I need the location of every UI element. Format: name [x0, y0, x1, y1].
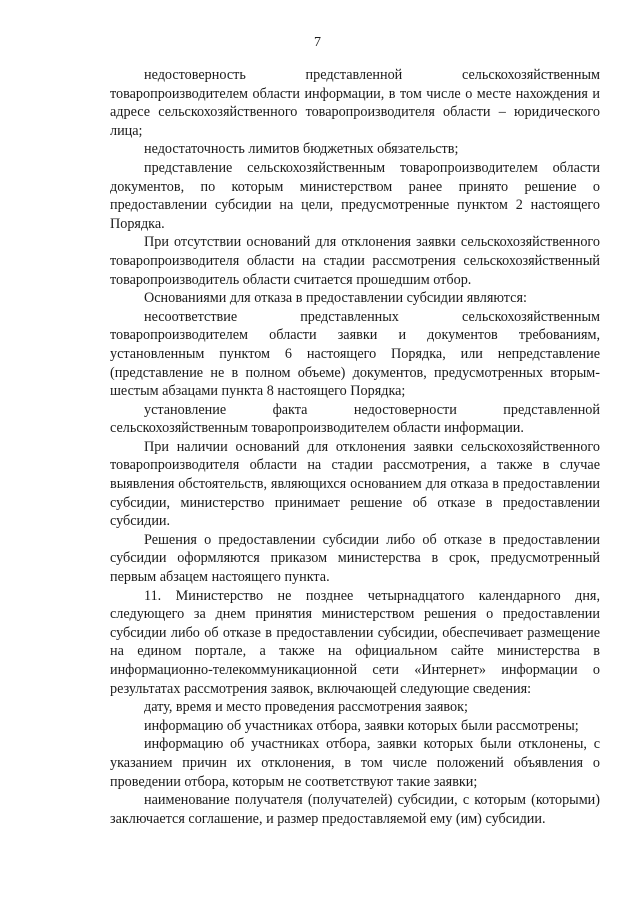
- paragraph: недостоверность представленной сельскохозяйственным товаропроизводителем области информации, в том числе о месте нахождения и адресе сельскохозяйственного товаропроизводителя области – юридического лица;: [110, 67, 600, 139]
- paragraph: Основаниями для отказа в предоставлении субсидии являются:: [144, 290, 527, 307]
- paragraph: Решения о предоставлении субсидии либо об отказе в предоставлении субсидии оформляются приказом министерства в срок, предусмотренный первым абзацем настоящего пункта.: [110, 531, 600, 586]
- paragraph: недостаточность лимитов бюджетных обязательств;: [144, 141, 459, 158]
- paragraph: наименование получателя (получателей) субсидии, с которым (которыми) заключается соглашение, и размер предоставляемой ему (им) субсидии.: [110, 792, 600, 827]
- document-body: [110, 66, 600, 828]
- page-number: 7: [314, 35, 321, 50]
- paragraph: информацию об участниках отбора, заявки которых были отклонены, с указанием причин их отклонения, в том числе положений объявления о проведении отбора, которым не соответствуют такие заявки;: [110, 736, 600, 790]
- paragraph: представление сельскохозяйственным товаропроизводителем области документов, по которым министерством ранее принято решение о предоставлении субсидии на цели, предусмотренные пунктом 2 настоящего Порядка.: [110, 159, 600, 232]
- paragraph: дату, время и место проведения рассмотрения заявок;: [144, 699, 468, 716]
- paragraph: установление факта недостоверности представленной сельскохозяйственным товаропроизводителем области информации.: [110, 401, 600, 437]
- paragraph: При наличии оснований для отклонения заявки сельскохозяйственного товаропроизводителя области на стадии рассмотрения, а также в случае выявления обстоятельств, являющихся основанием для отказа в предоставлении субсидии, министерство принимает решение об отказе в предоставлении субсидии.: [110, 438, 600, 530]
- paragraph: При отсутствии оснований для отклонения заявки сельскохозяйственного товаропроизводителя области на стадии рассмотрения сельскохозяйственный товаропроизводитель области считается прошедшим отбор.: [110, 234, 600, 288]
- paragraph: информацию об участниках отбора, заявки которых были рассмотрены;: [144, 717, 579, 734]
- paragraph: несоответствие представленных сельскохозяйственным товаропроизводителем области заявки и документов требованиям, установленным пунктом 6 настоящего Порядка, или непредставление (представление не в полном объеме) документов, предусмотренных вторым-шестым абзацами пункта 8 настоящего Порядка;: [110, 308, 600, 400]
- paragraph: 11. Министерство не позднее четырнадцатого календарного дня, следующего за днем принятия министерством решения о предоставлении субсидии либо об отказе в предоставлении субсидии, обеспечивает размещение на едином портале, а также на официальном сайте министерства в информационно-телекоммуникационной сети «Интернет» информации о результатах рассмотрения заявок, включающей следующие сведения:: [110, 587, 600, 697]
